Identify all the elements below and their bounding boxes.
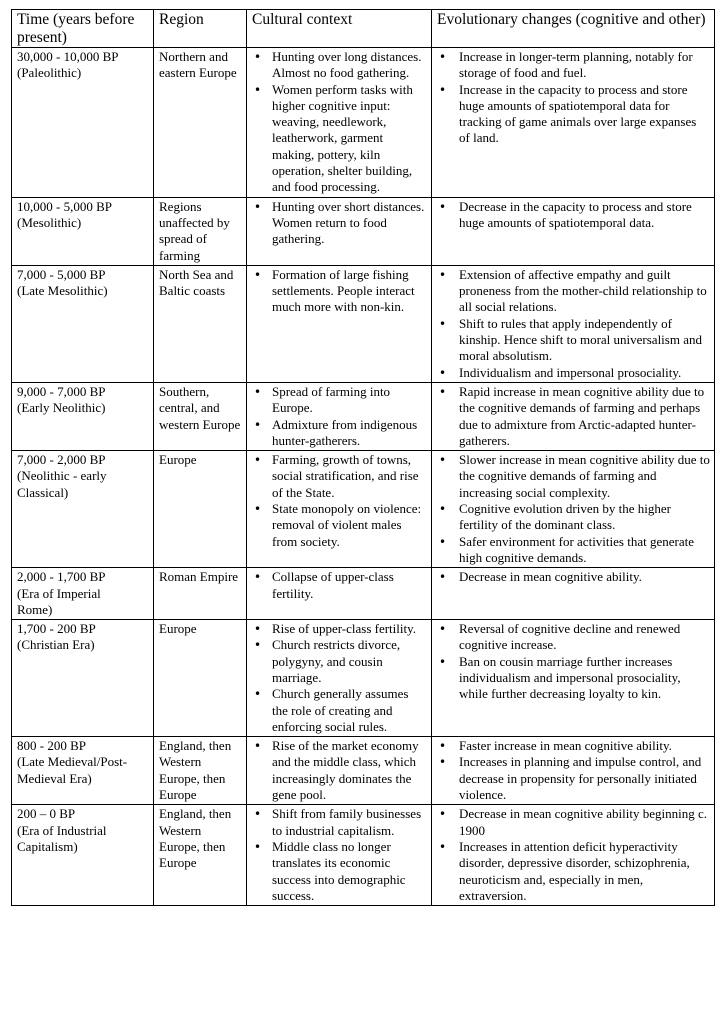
time-period: (Late Mesolithic) — [17, 283, 108, 299]
table-row — [12, 568, 715, 620]
evolutionary-changes-list — [437, 738, 710, 803]
time-period: (Christian Era) — [17, 637, 95, 653]
time-period: Classical) — [17, 484, 69, 500]
list-item: • Faster increase in mean cognitive ability. — [437, 738, 710, 754]
time-range: 10,000 - 5,000 BP — [17, 198, 112, 214]
cultural-context-cell — [247, 620, 432, 737]
time-range: 200 – 0 BP — [17, 806, 76, 822]
evolutionary-changes-list — [437, 267, 710, 381]
list-item: • Middle class no longer translates its economic success into demographic success. — [252, 839, 427, 904]
list-item: • Decrease in the capacity to process and store huge amounts of spatiotemporal data. — [437, 199, 710, 232]
table-row — [12, 451, 715, 568]
time-cell — [12, 451, 154, 568]
header-cultural-context: Cultural context — [247, 10, 432, 48]
list-item: • Cognitive evolution driven by the higher fertility of the dominant class. — [437, 501, 710, 534]
list-item: • Women perform tasks with higher cognitive input: weaving, needlework, leatherwork, garment making, pottery, kiln operation, shelter building, and food processing. — [252, 82, 427, 196]
cultural-context-cell — [247, 197, 432, 265]
list-item: • Admixture from indigenous hunter-gatherers. — [252, 417, 427, 450]
cultural-context-list — [252, 569, 427, 602]
cultural-context-list — [252, 452, 427, 550]
list-item: • Safer environment for activities that generate high cognitive demands. — [437, 534, 710, 567]
evolutionary-changes-cell — [432, 620, 715, 737]
region-cell: North Sea and Baltic coasts — [154, 265, 247, 382]
evolutionary-changes-cell — [432, 805, 715, 906]
list-item: • Shift to rules that apply independently of kinship. Hence shift to moral universalism and moral absolutism. — [437, 316, 710, 365]
time-cell — [12, 568, 154, 620]
time-period: (Late Medieval/Post- — [17, 754, 128, 770]
time-range: 800 - 200 BP — [17, 738, 86, 754]
table-row — [12, 737, 715, 805]
evolution-table-container — [11, 9, 715, 906]
region-cell: Roman Empire — [154, 568, 247, 620]
evolutionary-changes-list — [437, 452, 710, 566]
list-item: • Shift from family businesses to industrial capitalism. — [252, 806, 427, 839]
region-cell: Northern and eastern Europe — [154, 48, 247, 198]
time-period: Rome) — [17, 601, 53, 617]
region-cell: Southern, central, and western Europe — [154, 382, 247, 450]
list-item: • Rapid increase in mean cognitive ability due to the cognitive demands of farming and perhaps due to admixture from Arctic-adapted hunter-gatherers. — [437, 384, 710, 449]
time-range: 2,000 - 1,700 BP — [17, 569, 106, 585]
list-item: • Increases in attention deficit hyperactivity disorder, depressive disorder, schizophrenia, neuroticism and, especially in men, extraversion. — [437, 839, 710, 904]
list-item: • Church restricts divorce, polygyny, and cousin marriage. — [252, 637, 427, 686]
cultural-context-cell — [247, 805, 432, 906]
list-item: • Decrease in mean cognitive ability beginning c. 1900 — [437, 806, 710, 839]
list-item: • Spread of farming into Europe. — [252, 384, 427, 417]
evolutionary-changes-cell — [432, 197, 715, 265]
evolution-table — [11, 9, 715, 906]
list-item: • Slower increase in mean cognitive ability due to the cognitive demands of farming and increasing social complexity. — [437, 452, 710, 501]
list-item: • Increase in the capacity to process and store huge amounts of spatiotemporal data for tracking of game animals over large expanses of land. — [437, 82, 710, 147]
time-range: 7,000 - 5,000 BP — [17, 266, 106, 282]
evolutionary-changes-list — [437, 199, 710, 232]
list-item: • Farming, growth of towns, social stratification, and rise of the State. — [252, 452, 427, 501]
cultural-context-list — [252, 199, 427, 248]
time-period: Capitalism) — [17, 838, 78, 854]
time-cell — [12, 48, 154, 198]
time-period: (Mesolithic) — [17, 214, 82, 230]
evolutionary-changes-cell — [432, 737, 715, 805]
time-cell — [12, 805, 154, 906]
time-period: (Early Neolithic) — [17, 400, 106, 416]
time-period: (Neolithic - early — [17, 468, 107, 484]
region-cell: Europe — [154, 451, 247, 568]
table-row — [12, 805, 715, 906]
evolutionary-changes-list — [437, 49, 710, 147]
time-cell — [12, 265, 154, 382]
table-row — [12, 265, 715, 382]
table-row — [12, 197, 715, 265]
region-cell: England, then Western Europe, then Europe — [154, 805, 247, 906]
time-period: Medieval Era) — [17, 770, 92, 786]
time-range: 7,000 - 2,000 BP — [17, 452, 106, 468]
list-item: • Ban on cousin marriage further increases individualism and impersonal prosociality, while further decreasing loyalty to kin. — [437, 654, 710, 703]
list-item: • Increase in longer-term planning, notably for storage of food and fuel. — [437, 49, 710, 82]
cultural-context-cell — [247, 265, 432, 382]
evolutionary-changes-cell — [432, 48, 715, 198]
cultural-context-cell — [247, 737, 432, 805]
list-item: • Decrease in mean cognitive ability. — [437, 569, 710, 585]
cultural-context-list — [252, 49, 427, 196]
time-cell — [12, 197, 154, 265]
time-range: 30,000 - 10,000 BP — [17, 49, 119, 64]
time-cell — [12, 737, 154, 805]
header-region: Region — [154, 10, 247, 48]
evolutionary-changes-list — [437, 384, 710, 449]
table-row — [12, 382, 715, 450]
cultural-context-list — [252, 738, 427, 803]
list-item: • Formation of large fishing settlements. People interact much more with non-kin. — [252, 267, 427, 316]
region-cell: Europe — [154, 620, 247, 737]
cultural-context-list — [252, 384, 427, 449]
evolutionary-changes-list — [437, 569, 710, 585]
evolutionary-changes-cell — [432, 568, 715, 620]
time-range: 9,000 - 7,000 BP — [17, 383, 106, 399]
list-item: • Hunting over long distances. Almost no food gathering. — [252, 49, 427, 82]
table-row — [12, 620, 715, 737]
header-row — [12, 10, 715, 48]
time-range: 1,700 - 200 BP — [17, 621, 96, 637]
region-cell: Regions unaffected by spread of farming — [154, 197, 247, 265]
cultural-context-cell — [247, 382, 432, 450]
list-item: • Reversal of cognitive decline and renewed cognitive increase. — [437, 621, 710, 654]
time-cell — [12, 382, 154, 450]
list-item: • Rise of the market economy and the middle class, which increasingly dominates the gene pool. — [252, 738, 427, 803]
list-item: • Collapse of upper-class fertility. — [252, 569, 427, 602]
list-item: • Extension of affective empathy and guilt proneness from the mother-child relationship to all social relations. — [437, 267, 710, 316]
list-item: • Hunting over short distances. Women return to food gathering. — [252, 199, 427, 248]
list-item: • State monopoly on violence: removal of violent males from society. — [252, 501, 427, 550]
region-cell: England, then Western Europe, then Europe — [154, 737, 247, 805]
evolutionary-changes-list — [437, 621, 710, 702]
evolutionary-changes-cell — [432, 451, 715, 568]
list-item: • Individualism and impersonal prosociality. — [437, 365, 710, 381]
header-evolutionary-changes: Evolutionary changes (cognitive and other) — [432, 10, 715, 48]
time-cell — [12, 620, 154, 737]
cultural-context-list — [252, 806, 427, 904]
list-item: • Increases in planning and impulse control, and decrease in propensity for personally initiated violence. — [437, 754, 710, 803]
cultural-context-cell — [247, 568, 432, 620]
cultural-context-list — [252, 621, 427, 735]
evolutionary-changes-list — [437, 806, 710, 904]
time-period: (Era of Industrial — [17, 822, 107, 838]
time-period: (Paleolithic) — [17, 65, 82, 81]
evolutionary-changes-cell — [432, 382, 715, 450]
table-row — [12, 48, 715, 198]
list-item: • Church generally assumes the role of creating and enforcing social rules. — [252, 686, 427, 735]
time-period: (Era of Imperial — [17, 585, 101, 601]
list-item: • Rise of upper-class fertility. — [252, 621, 427, 637]
evolutionary-changes-cell — [432, 265, 715, 382]
header-time: Time (years before present) — [12, 10, 154, 48]
cultural-context-cell — [247, 451, 432, 568]
cultural-context-list — [252, 267, 427, 316]
cultural-context-cell — [247, 48, 432, 198]
